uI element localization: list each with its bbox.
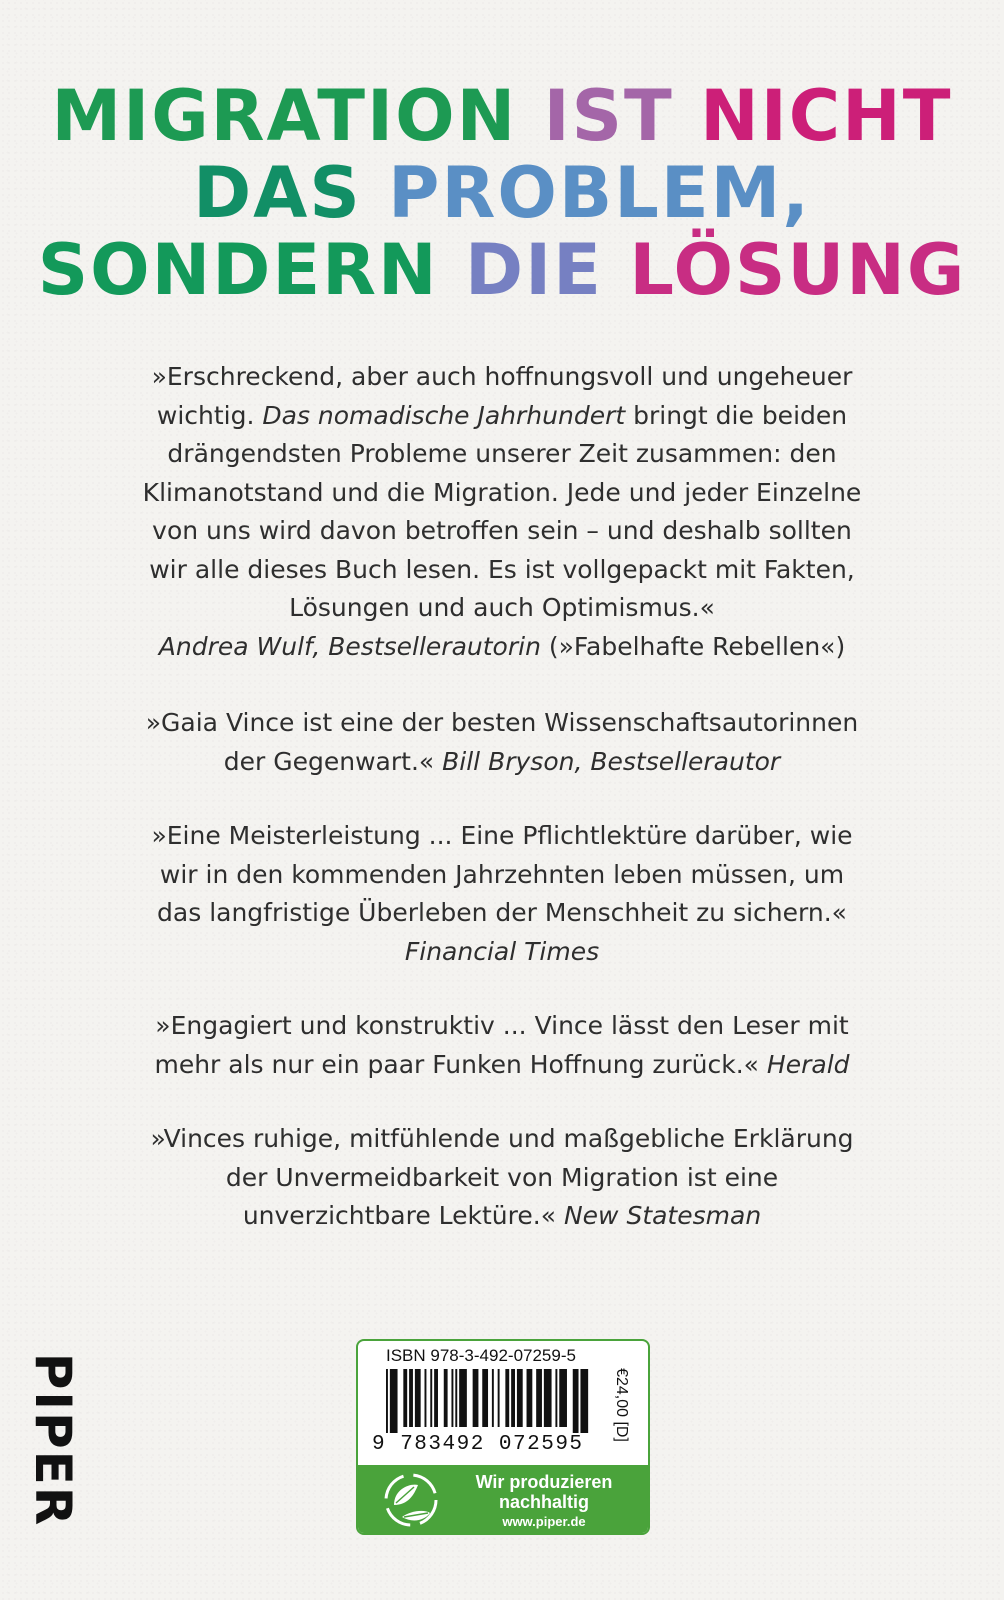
quotes-section bbox=[110, 358, 894, 1272]
quote-line bbox=[110, 589, 894, 628]
headline-word: SONDERN bbox=[37, 229, 439, 311]
quote-source: New Statesman bbox=[563, 1201, 762, 1230]
quote-text: Lösungen und auch Optimismus.« bbox=[289, 593, 715, 622]
quote-text: das langfristige Überleben der Menschheit zu sichern.« bbox=[157, 898, 847, 927]
review-quote bbox=[110, 1007, 894, 1084]
quote-line bbox=[110, 1159, 894, 1198]
price-text: €24,00 [D] bbox=[613, 1368, 630, 1442]
quote-text: der Unvermeidbarkeit von Migration ist eine bbox=[225, 1162, 779, 1192]
barcode-bar bbox=[527, 1369, 533, 1427]
publisher-logo-text: PIPER bbox=[24, 1352, 82, 1528]
barcode-bar bbox=[455, 1369, 457, 1427]
barcode-bar bbox=[536, 1369, 542, 1427]
barcode-bar bbox=[403, 1369, 407, 1427]
quote-line bbox=[110, 704, 894, 743]
barcode-digits: 9 783492 072595 bbox=[372, 1433, 584, 1456]
quote-source: Bill Bryson, Bestsellerautor bbox=[442, 746, 781, 776]
barcode-bar bbox=[430, 1369, 432, 1427]
review-quote bbox=[110, 1120, 894, 1236]
quote-line bbox=[110, 817, 894, 856]
headline-word bbox=[362, 152, 388, 234]
barcode-bar bbox=[544, 1369, 552, 1427]
quote-line bbox=[110, 1120, 894, 1159]
review-quote bbox=[110, 704, 894, 781]
quote-text: der Gegenwart.« bbox=[223, 746, 443, 776]
sustainability-text bbox=[454, 1472, 634, 1531]
barcode-bar bbox=[425, 1369, 427, 1427]
quote-text: bringt die beiden bbox=[625, 400, 848, 430]
recycling-leaf-icon bbox=[380, 1471, 442, 1529]
quote-text: Klimanotstand und die Migration. Jede und jeder Einzelne bbox=[142, 477, 862, 507]
headline-word: MIGRATION bbox=[51, 75, 518, 157]
sustainability-line2: nachhaltig bbox=[498, 1492, 589, 1512]
headline-word bbox=[603, 229, 629, 311]
headline-line bbox=[0, 229, 1004, 311]
quote-line bbox=[110, 358, 894, 397]
quote-line bbox=[110, 435, 894, 474]
quote-line bbox=[110, 397, 894, 436]
price-label bbox=[606, 1355, 636, 1455]
headline-word: IST bbox=[543, 75, 674, 157]
quote-text: wir alle dieses Buch lesen. Es ist vollgepackt mit Fakten, bbox=[149, 554, 855, 584]
quote-line bbox=[110, 628, 894, 667]
quote-line bbox=[110, 743, 894, 782]
barcode-bar bbox=[409, 1369, 413, 1427]
headline-word bbox=[439, 229, 465, 311]
quote-text: unverzichtbare Lektüre.« bbox=[242, 1201, 564, 1230]
quote-text: wichtig. bbox=[156, 400, 263, 430]
barcode-bar bbox=[511, 1369, 515, 1427]
barcode-bar bbox=[444, 1369, 448, 1427]
quote-source: Financial Times bbox=[404, 936, 600, 966]
headline-word: LÖSUNG bbox=[629, 229, 967, 311]
barcode-bar bbox=[580, 1369, 588, 1433]
isbn-label: ISBN 978-3-492-07259-5 bbox=[386, 1346, 576, 1365]
quote-text: »Engagiert und konstruktiv ... Vince lässt den Leser mit bbox=[155, 1011, 849, 1040]
barcode-bar bbox=[555, 1369, 557, 1427]
headline-word: DIE bbox=[465, 229, 603, 311]
barcode-bar bbox=[492, 1369, 494, 1427]
quote-text: (»Fabelhafte Rebellen«) bbox=[540, 631, 846, 661]
quote-text: mehr als nur ein paar Funken Hoffnung zurück.« bbox=[154, 1049, 767, 1079]
quote-line bbox=[110, 1007, 894, 1046]
barcode-bar bbox=[390, 1369, 398, 1433]
barcode-bar bbox=[473, 1369, 479, 1427]
headline-line bbox=[0, 152, 1004, 234]
barcode-bars bbox=[384, 1369, 598, 1433]
review-quote bbox=[110, 817, 894, 971]
quote-line bbox=[110, 551, 894, 590]
barcode-bar bbox=[559, 1369, 567, 1427]
barcode-bar bbox=[434, 1369, 438, 1427]
headline-word: DAS bbox=[193, 152, 362, 234]
quote-line bbox=[110, 933, 894, 972]
quote-text: drängendsten Probleme unserer Zeit zusammen: den bbox=[167, 439, 837, 468]
headline-word bbox=[674, 75, 700, 157]
barcode-bar bbox=[517, 1369, 523, 1427]
quote-text: »Erschreckend, aber auch hoffnungsvoll und ungeheuer bbox=[151, 362, 853, 391]
quote-line bbox=[110, 474, 894, 513]
quote-text: wir in den kommenden Jahrzehnten leben müssen, um bbox=[159, 859, 845, 889]
quote-line bbox=[110, 512, 894, 551]
sustainability-line1: Wir produzieren bbox=[475, 1472, 613, 1492]
barcode-bar bbox=[505, 1369, 509, 1427]
quote-line bbox=[110, 856, 894, 895]
headline bbox=[0, 75, 1004, 311]
quote-source: Das nomadische Jahrhundert bbox=[262, 400, 626, 430]
publisher-url: www.piper.de bbox=[502, 1514, 586, 1529]
barcode-bar bbox=[415, 1369, 421, 1427]
barcode-bar bbox=[451, 1369, 453, 1427]
barcode-bar bbox=[498, 1369, 500, 1427]
quote-line bbox=[110, 894, 894, 933]
review-quote bbox=[110, 358, 894, 666]
headline-word: PROBLEM, bbox=[388, 152, 811, 234]
quote-source: Andrea Wulf, Bestsellerautorin bbox=[158, 631, 541, 661]
quote-text: von uns wird davon betroffen sein – und deshalb sollten bbox=[152, 516, 852, 545]
headline-word: NICHT bbox=[700, 75, 953, 157]
barcode-bar bbox=[482, 1369, 488, 1427]
headline-line bbox=[0, 75, 1004, 157]
quote-text: »Gaia Vince ist eine der besten Wissenschaftsautorinnen bbox=[145, 708, 859, 737]
quote-text: »Eine Meisterleistung ... Eine Pflichtlektüre darüber, wie bbox=[151, 821, 853, 850]
publisher-logo bbox=[18, 1350, 88, 1530]
barcode-bar bbox=[386, 1369, 388, 1433]
barcode-bar bbox=[459, 1369, 467, 1427]
quote-line bbox=[110, 1197, 894, 1236]
barcode-bar bbox=[573, 1369, 579, 1433]
barcode-box bbox=[356, 1339, 650, 1535]
headline-word bbox=[517, 75, 543, 157]
sustainability-badge bbox=[358, 1465, 648, 1533]
quote-source: Herald bbox=[766, 1049, 850, 1079]
quote-text: »Vinces ruhige, mitfühlende und maßgebliche Erklärung bbox=[150, 1124, 854, 1153]
quote-line bbox=[110, 1046, 894, 1085]
